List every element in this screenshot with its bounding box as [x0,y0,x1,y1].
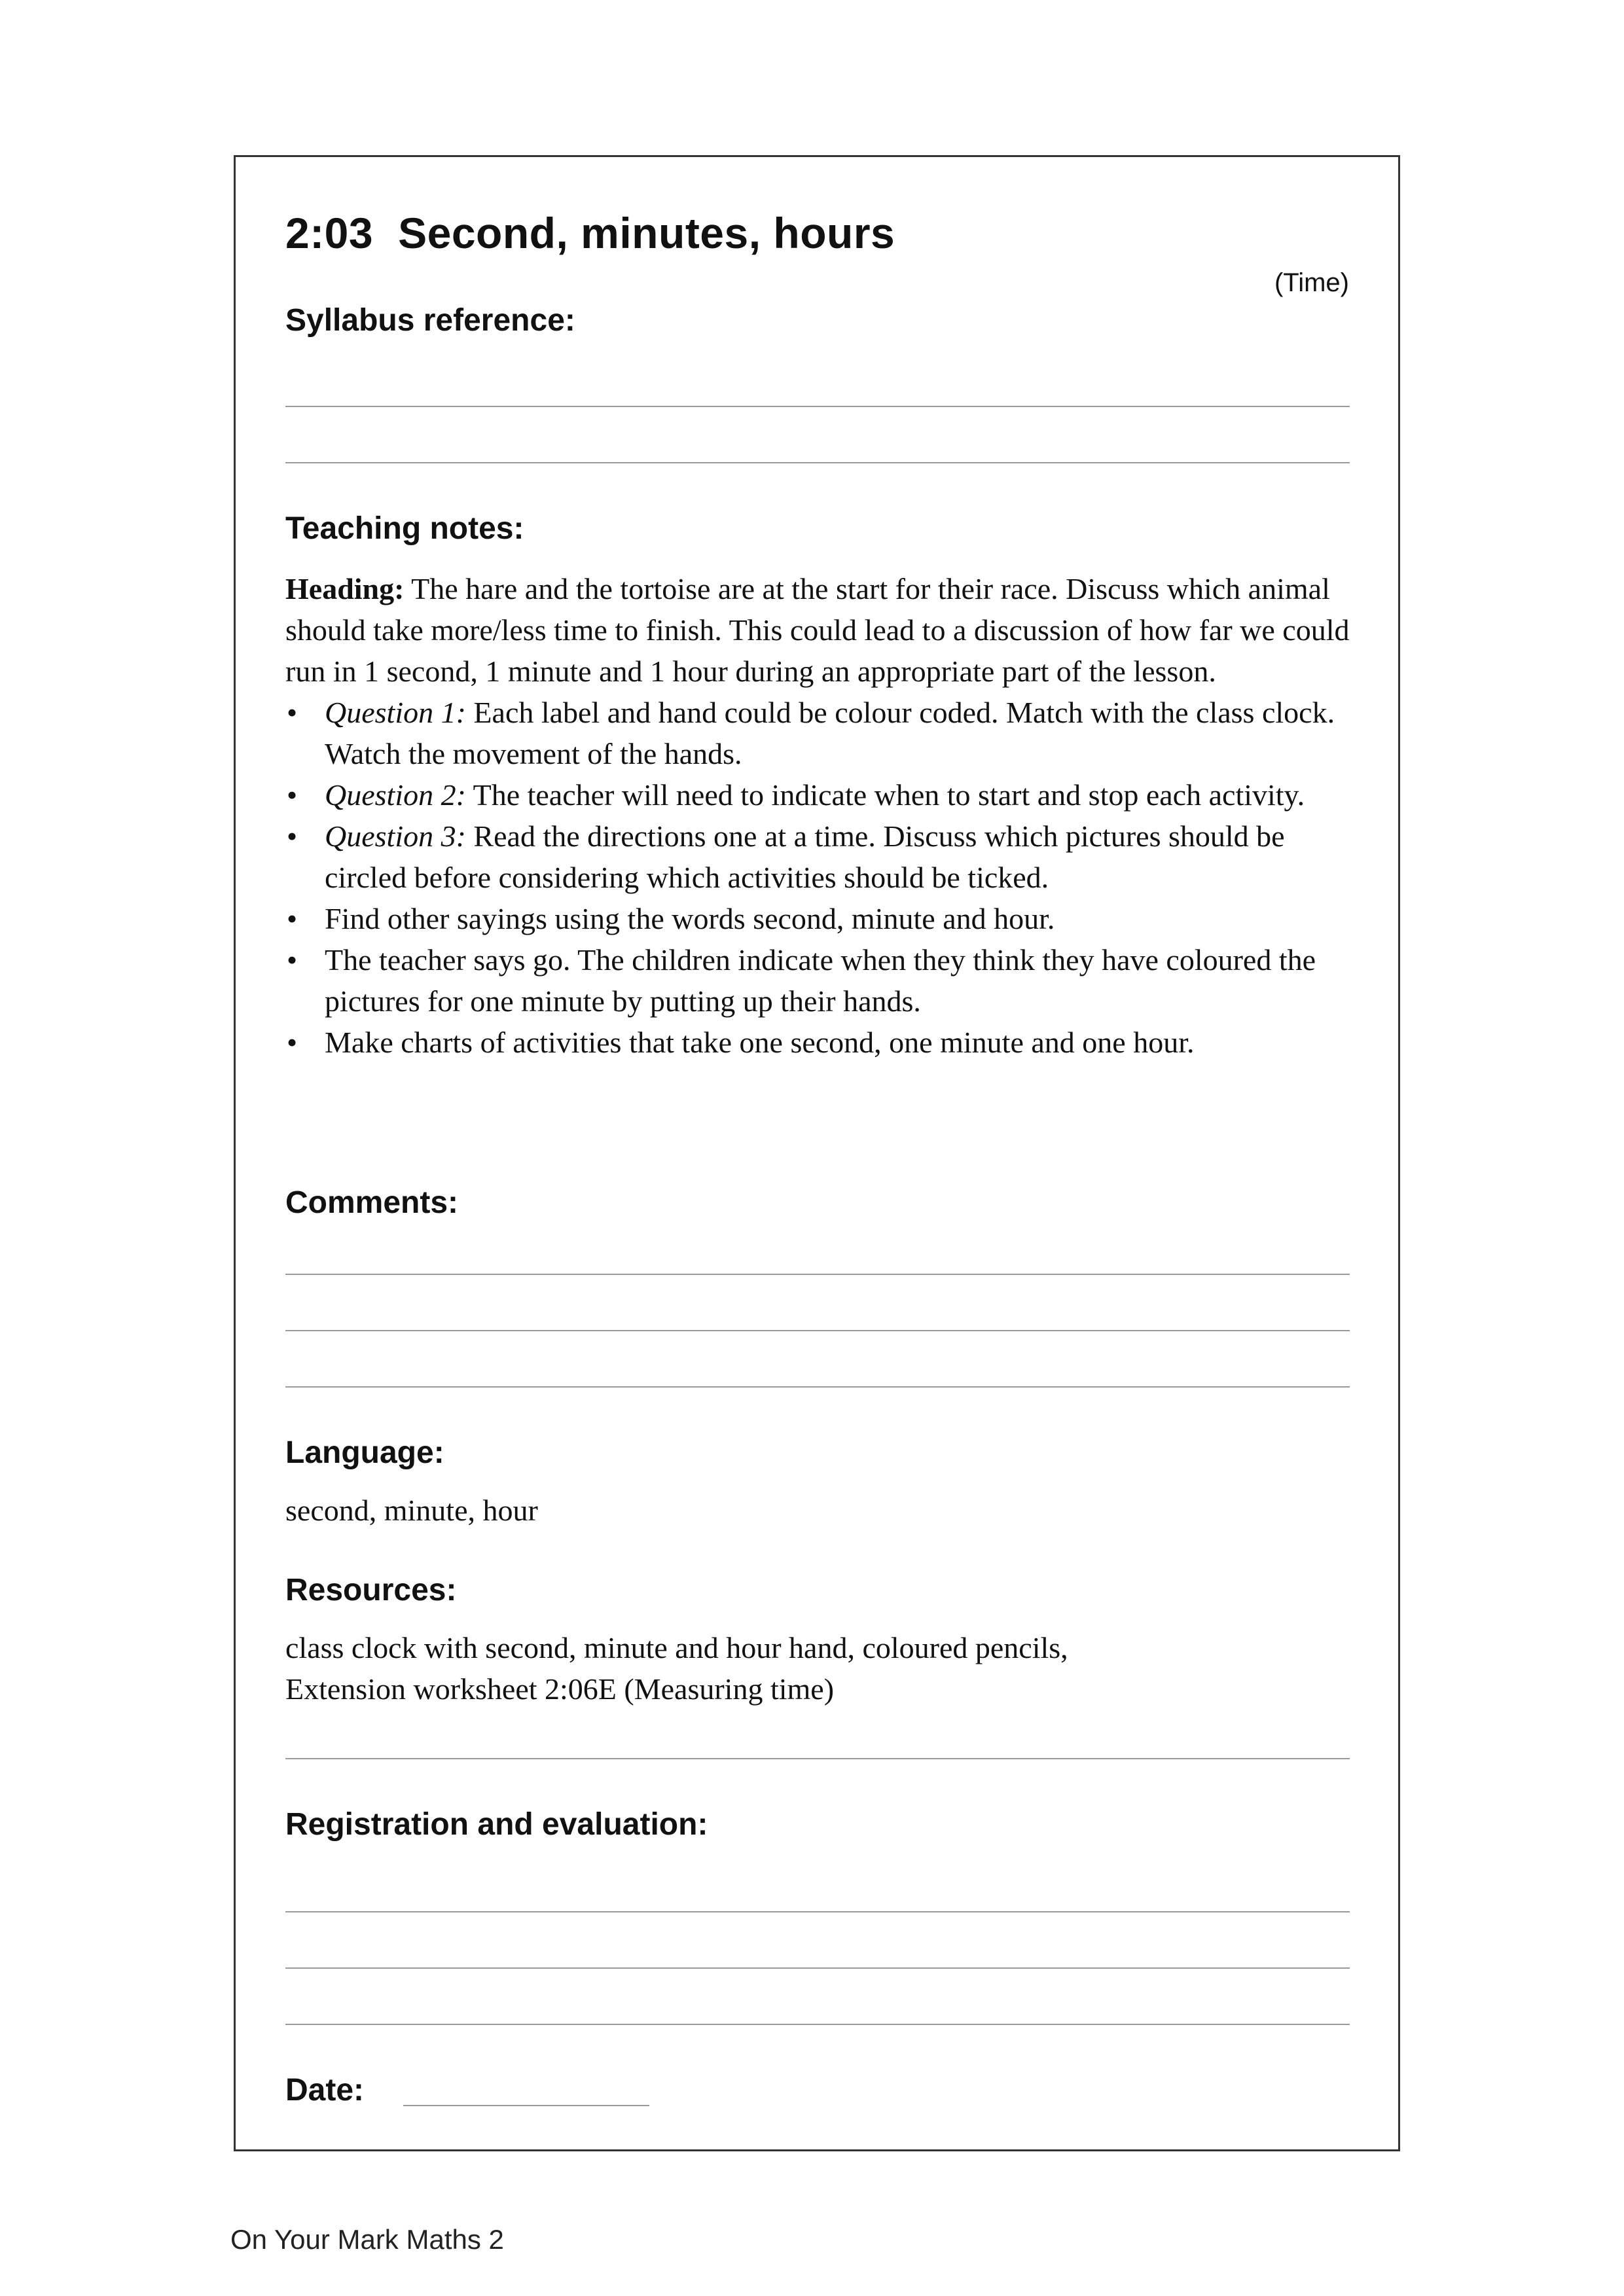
bullet-icon: • [287,902,298,935]
syllabus-heading: Syllabus reference: [285,303,575,338]
lesson-title-text: Second, minutes, hours [398,209,895,257]
teaching-notes-list [285,692,1359,1063]
date-writing-line[interactable] [403,2105,649,2106]
language-heading: Language: [285,1435,444,1470]
lesson-card-frame [234,155,1400,2151]
bullet-icon: • [287,943,298,977]
list-item-text: The teacher will need to indicate when to start and stop each activity. [465,778,1305,812]
bullet-icon: • [287,819,298,853]
list-item [285,898,1359,939]
registration-heading: Registration and evaluation: [285,1807,708,1842]
resources-heading: Resources: [285,1573,457,1607]
list-item-label: Question 2: [325,778,466,812]
syllabus-writing-line-2[interactable] [285,462,1350,463]
comments-writing-line-1[interactable] [285,1274,1350,1275]
bullet-icon: • [287,696,298,729]
list-item-text: Make charts of activities that take one second, one minute and one hour. [325,1026,1195,1059]
teaching-notes-heading: Teaching notes: [285,511,524,546]
registration-writing-line-1[interactable] [285,1911,1350,1912]
heading-paragraph [285,568,1359,692]
resources-line: class clock with second, minute and hour hand, coloured pencils, [285,1631,1068,1664]
resources-writing-line[interactable] [285,1758,1350,1759]
list-item [285,774,1359,816]
page-footer: On Your Mark Maths 2 [230,2224,504,2255]
list-item-text: Each label and hand could be colour coded. Match with the class clock. Watch the movement of the hands. [325,696,1335,770]
registration-writing-line-2[interactable] [285,1967,1350,1969]
list-item [285,816,1359,898]
list-item [285,1022,1359,1063]
comments-writing-line-3[interactable] [285,1386,1350,1388]
strand-tag: (Time) [1274,268,1349,297]
list-item-text: The teacher says go. The children indicate when they think they have coloured the pictures for one minute by putting up their hands. [325,943,1316,1018]
heading-text: The hare and the tortoise are at the start for their race. Discuss which animal should take more/less time to finish. This could lead to a discussion of how far we could run in 1 second, 1 minute and 1 hour during an appropriate part of the lesson. [285,572,1350,688]
resources-text [285,1627,1359,1710]
teaching-notes-body [285,568,1359,1063]
registration-writing-line-3[interactable] [285,2024,1350,2025]
bullet-icon: • [287,1026,298,1059]
lesson-number: 2:03 [285,209,374,257]
heading-label: Heading: [285,572,405,605]
lesson-title [285,208,895,258]
list-item-label: Question 1: [325,696,466,729]
language-text: second, minute, hour [285,1494,538,1527]
list-item [285,939,1359,1022]
date-heading: Date: [285,2073,365,2108]
list-item-text: Read the directions one at a time. Discuss which pictures should be circled before considering which activities should be ticked. [325,819,1285,894]
list-item-text: Find other sayings using the words second, minute and hour. [325,902,1055,935]
comments-heading: Comments: [285,1185,459,1220]
bullet-icon: • [287,778,298,812]
comments-writing-line-2[interactable] [285,1330,1350,1331]
list-item [285,692,1359,774]
syllabus-writing-line-1[interactable] [285,406,1350,407]
resources-line: Extension worksheet 2:06E (Measuring time) [285,1672,835,1706]
list-item-label: Question 3: [325,819,466,853]
